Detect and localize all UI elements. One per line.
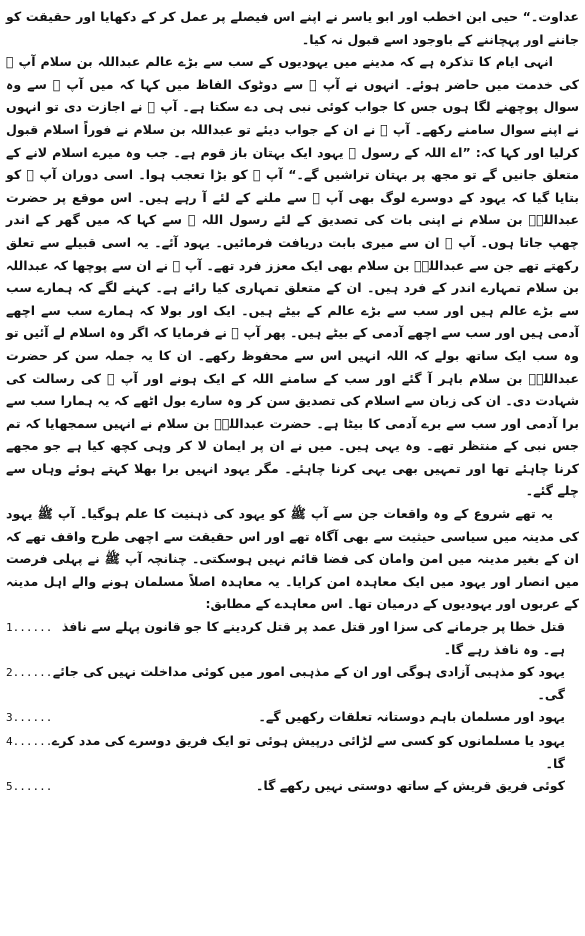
- list-item: [6, 616, 579, 661]
- clause-number: 2......: [6, 666, 53, 680]
- clause-text: یہود کو مذہبی آزادی ہوگی اور ان کے مذہبی امور میں کوئی مداخلت نہیں کی جائے گی۔: [52, 664, 565, 702]
- clause-number: 1......: [6, 621, 53, 635]
- clause-number: 5......: [6, 780, 53, 794]
- clause-number: 4......: [6, 735, 53, 748]
- list-item: [6, 730, 579, 775]
- treaty-clauses-list: [6, 616, 579, 799]
- list-item: [6, 706, 579, 730]
- clause-text: یہود یا مسلمانوں کو کسی سے لڑائی درپیش ہوئی تو ایک فریق دوسرے کی مدد کرے گا۔: [51, 733, 565, 771]
- paragraph-opening: عداوت۔“ حیی ابن اخطب اور ابو یاسر نے اپنے اس فیصلے پر عمل کر کے دکھایا اور حقیقت کو جاننے اور پہچاننے کے باوجود اسے قبول نہ کیا۔: [6, 9, 579, 47]
- list-item: [6, 661, 579, 706]
- clause-text: کوئی فریق قریش کے ساتھ دوستی نہیں رکھے گا۔: [255, 778, 565, 794]
- paragraph-treaty-intro: یہ تھے شروع کے وہ واقعات جن سے آپ ﷺ کو یہود کی ذہنیت کا علم ہوگیا۔ آپ ﷺ یہود کی مدینہ میں سیاسی حیثیت سے بھی آگاہ تھے اور اس حقیقت سے اچھی طرح واقف تھے کہ ان کے بغیر مدینہ میں امن وامان کی فضا قائم نہیں ہوسکتی۔ چنانچہ آپ ﷺ نے پہلی فرصت میں انصار اور یہود میں ایک معاہدہ امن کرایا۔ یہ معاہدہ اصلاً مسلمان ہونے والے اہل مدینہ کے عربوں اور یہودیوں کے درمیان تھا۔ اس معاہدے کے مطابق:: [6, 506, 579, 612]
- list-item: [6, 775, 579, 799]
- clause-text: قتل خطا پر جرمانے کی سزا اور قتل عمد پر قتل کردینے کا جو قانون پہلے سے نافذ ہے۔ وہ نافذ رہے گا۔: [61, 619, 565, 657]
- clause-number: 3......: [6, 711, 53, 725]
- paragraph-abdullah-bin-salam: انہی ایام کا تذکرہ ہے کہ مدینے میں یہودیوں کے سب سے بڑے عالم عبداللہ بن سلام آپ ﷺ کی خدمت میں حاضر ہوئے۔ انہوں نے آپ ﷺ سے دوٹوک الفاظ میں کہا کہ میں آپ ﷺ سے وہ سوال پوچھنے لگا ہوں جس کا جواب کوئی نبی ہی دے سکتا ہے۔ آپ ﷺ نے اجازت دی تو انہوں نے اپنے سوال سامنے رکھے۔ آپ ﷺ نے ان کے جواب دیئے تو عبداللہ بن سلام نے فوراً اسلام قبول کرلیا اور کہا کہ: ”اے اللہ کے رسول ﷺ یہود ایک بہتان باز قوم ہے۔ جب وہ میرے اسلام لانے کے متعلق جانیں گے تو مجھ پر بہتان تراشیں گے۔“ آپ ﷺ کو بڑا تعجب ہوا۔ اسی دوران آپ ﷺ کو بتایا گیا کہ یہود کے دوسرے لوگ بھی آپ ﷺ سے ملنے کے لئے آ رہے ہیں۔ اس موقع پر حضرت عبداللہؓ بن سلام نے اپنی بات کی تصدیق کے لئے رسول اللہ ﷺ سے کہا کہ میں گھر کے اندر چھپ جاتا ہوں۔ آپ ﷺ ان سے میری بابت دریافت فرمائیں۔ یہود آئے۔ یہ اسی قبیلے سے تعلق رکھتے تھے جن سے عبداللہؓ بن سلام بھی ایک معزز فرد تھے۔ آپ ﷺ نے ان سے پوچھا کہ عبداللہ بن سلام تمہارے اندر کے فرد ہیں۔ ان کے متعلق تمہاری کیا رائے ہے۔ کہنے لگے کہ ہمارے سب سے بڑے عالم ہیں اور سب سے بڑے عالم کے بیٹے ہیں۔ ایک اور بولا کہ ہمارے سب سے اچھے آدمی ہیں اور سب سے اچھے آدمی کے بیٹے ہیں۔ پھر آپ ﷺ نے فرمایا کہ اگر وہ اسلام لے آئیں تو وہ سب ایک ساتھ بولے کہ اللہ انہیں اس سے محفوظ رکھے۔ ان کا یہ جملہ سن کر حضرت عبداللہؓ بن سلام باہر آ گئے اور سب کے سامنے اللہ کے ایک ہونے اور آپ ﷺ کی رسالت کی شہادت دی۔ ان کی زبان سے اسلام کی تصدیق سن کر وہ سارے بول اٹھے کہ یہ ہمارا سب سے برا آدمی اور سب سے برے آدمی کا بیٹا ہے۔ حضرت عبداللہؓ بن سلام نے انہیں سمجھایا کہ تم جس نبی کے منتظر تھے۔ وہ یہی ہیں۔ میں نے ان پر ایمان لا کر وہی کچھ کیا ہے جو مجھے کرنا چاہئے تھا اور تمہیں بھی یہی کرنا چاہئے۔ مگر یہود انہیں برا بھلا کہتے ہوئے وہاں سے چلے گئے۔: [6, 54, 579, 499]
- clause-text: یہود اور مسلمان باہم دوستانہ تعلقات رکھیں گے۔: [258, 709, 565, 725]
